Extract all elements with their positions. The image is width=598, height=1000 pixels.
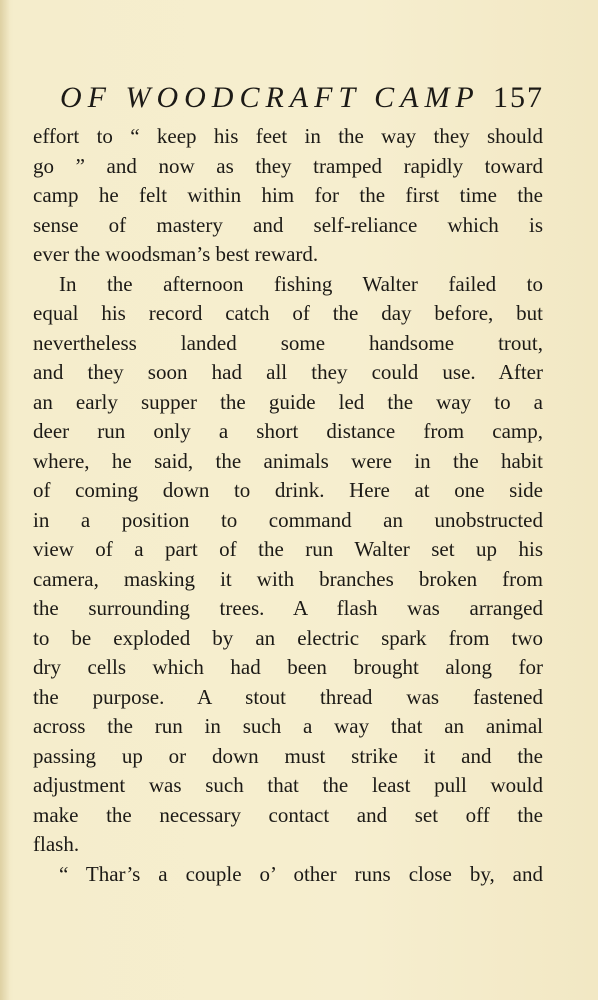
text-line: ever the woodsman’s best reward. [33, 242, 319, 266]
text-line: nevertheless landed some handsome trout, [33, 330, 543, 355]
text-line: camp he felt within him for the first time the [33, 183, 543, 207]
page-number: 157 [493, 81, 544, 114]
text-line: “ Thar’s a couple o’ other runs close by, and [59, 861, 543, 886]
running-head [60, 76, 544, 120]
text-line: equal his record catch of the day before, but [33, 301, 543, 325]
text-line: effort to “ keep his feet in the way they should [33, 124, 543, 148]
text-line: and they soon had all they could use. After [33, 360, 543, 384]
text-line: passing up or down must strike it and the [33, 743, 543, 768]
text-line: dry cells which had been brought along for [33, 655, 543, 679]
text-line: the purpose. A stout thread was fastened [33, 684, 543, 709]
body-text [33, 122, 543, 889]
text-line: an early supper the guide led the way to a [33, 389, 543, 414]
text-line: camera, masking it with branches broken from [33, 566, 543, 591]
running-head-title: OF WOODCRAFT CAMP [60, 81, 480, 114]
page-gutter-shadow [0, 0, 10, 1000]
text-line: of coming down to drink. Here at one side [33, 478, 543, 502]
text-line: make the necessary contact and set off the [33, 802, 543, 827]
text-line: where, he said, the animals were in the habit [33, 448, 543, 473]
text-line: across the run in such a way that an animal [33, 714, 543, 738]
text-line: adjustment was such that the least pull would [33, 773, 543, 797]
text-line: in a position to command an unobstructed [33, 507, 543, 532]
text-line: In the afternoon fishing Walter failed to [59, 271, 543, 296]
text-line: deer run only a short distance from camp, [33, 419, 543, 443]
text-line: sense of mastery and self-reliance which is [33, 212, 543, 237]
text-line: view of a part of the run Walter set up his [33, 537, 543, 561]
text-line: flash. [33, 832, 80, 856]
text-line: the surrounding trees. A flash was arranged [33, 596, 543, 620]
text-line: go ” and now as they tramped rapidly toward [33, 153, 543, 178]
text-line: to be exploded by an electric spark from two [33, 625, 543, 650]
